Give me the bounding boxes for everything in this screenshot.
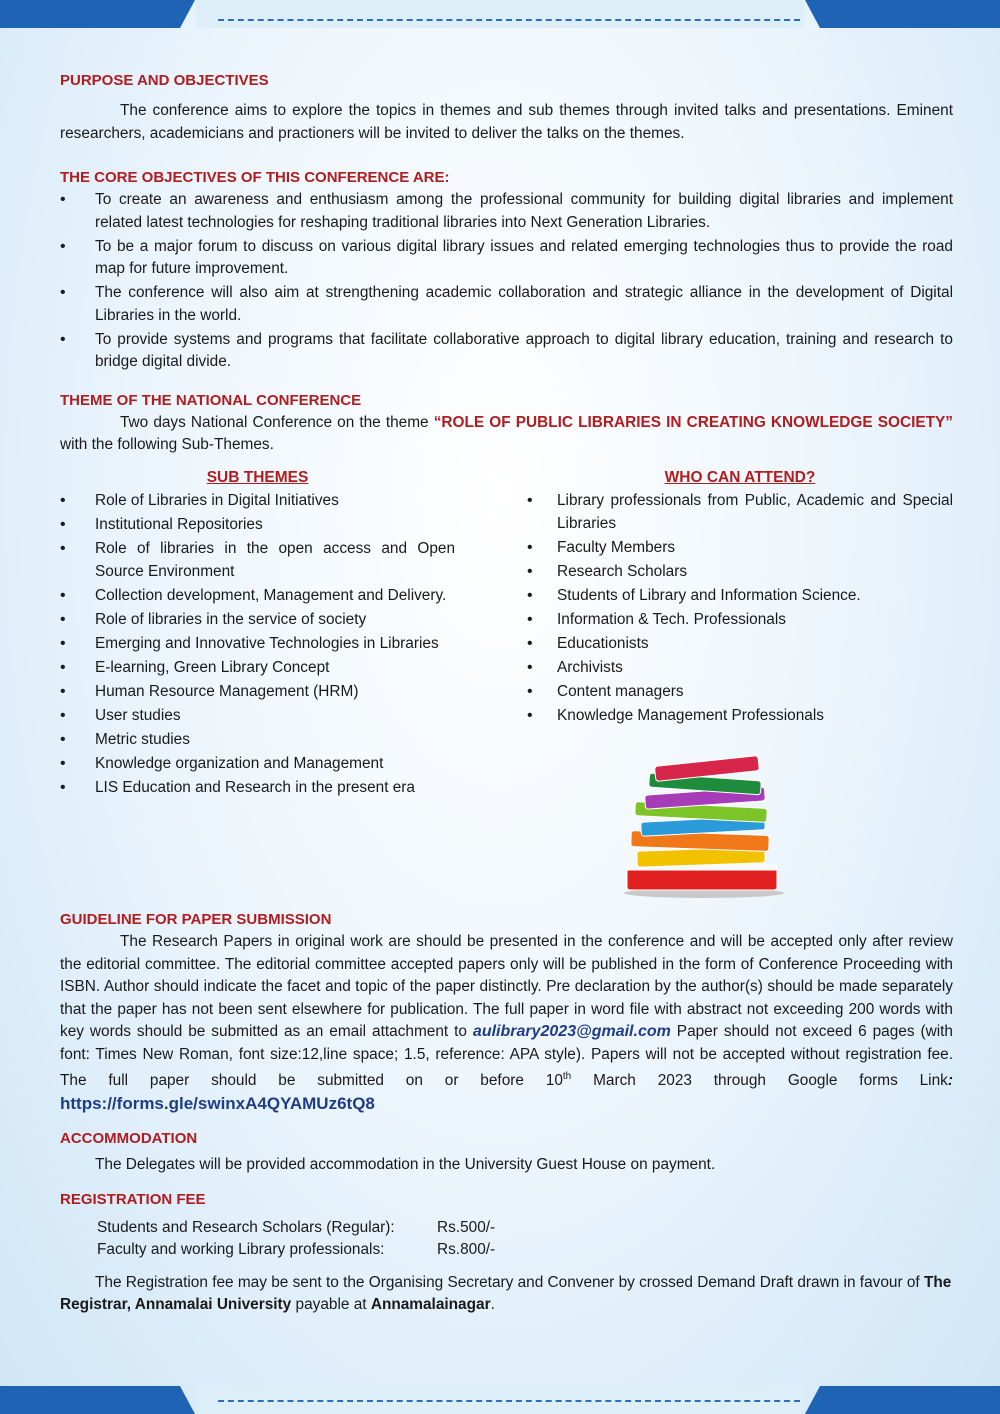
stack-of-books-icon	[619, 753, 789, 898]
registration-fee-heading: REGISTRATION FEE	[60, 1190, 206, 1208]
accommodation-text: The Delegates will be provided accommodation in the University Guest House on payment.	[95, 1156, 716, 1174]
guideline-text-part3: March 2023 through Google forms Link	[571, 1072, 948, 1090]
date-superscript: th	[562, 1071, 572, 1082]
list-item: • Content managers	[527, 681, 953, 704]
list-item: • Information & Tech. Professionals	[527, 609, 953, 632]
core-objectives-heading: THE CORE OBJECTIVES OF THIS CONFERENCE ARE:	[60, 169, 450, 186]
fee-table	[60, 1217, 953, 1262]
list-item: • Knowledge organization and Management	[60, 753, 455, 776]
list-item: • Educationists	[527, 633, 953, 656]
list-item: • Emerging and Innovative Technologies in Libraries	[60, 633, 455, 656]
who-can-attend-column	[455, 467, 953, 906]
payment-note	[60, 1272, 953, 1317]
payment-note-part3: .	[490, 1296, 495, 1314]
list-item: • Archivists	[527, 657, 953, 680]
fee-row	[60, 1217, 953, 1240]
list-item: • Role of libraries in the service of society	[60, 609, 455, 632]
list-item: • Students of Library and Information Science.	[527, 585, 953, 608]
google-forms-link[interactable]: https://forms.gle/swinxA4QYAMUz6tQ8	[60, 1093, 375, 1113]
list-item: • To provide systems and programs that facilitate collaborative approach to digital library education, training and research to bridge digital divide.	[60, 329, 953, 374]
link-colon: :	[947, 1072, 953, 1090]
who-can-attend-heading: WHO CAN ATTEND?	[664, 468, 816, 486]
sub-themes-list	[60, 490, 455, 799]
submission-email-link[interactable]: aulibrary2023@gmail.com	[472, 1023, 671, 1040]
two-column-section	[60, 467, 953, 906]
list-item: • Research Scholars	[527, 561, 953, 584]
list-item: • Faculty Members	[527, 537, 953, 560]
list-item: • The conference will also aim at strengthening academic collaboration and strategic alliance in the development of Digital Libraries in the world.	[60, 282, 953, 327]
list-item: • E-learning, Green Library Concept	[60, 657, 455, 680]
list-item: • Role of libraries in the open access and Open Source Environment	[60, 538, 455, 583]
sub-themes-heading: SUB THEMES	[206, 468, 309, 486]
payee-name: The Registrar, Annamalai University	[60, 1273, 952, 1314]
fee-row	[60, 1239, 953, 1262]
payable-place: Annamalainagar	[370, 1296, 491, 1314]
who-can-attend-list	[527, 490, 953, 727]
flyer-content	[60, 70, 953, 1317]
sub-themes-column	[60, 467, 455, 906]
list-item: • User studies	[60, 705, 455, 728]
guideline-heading: GUIDELINE FOR PAPER SUBMISSION	[60, 911, 332, 928]
accommodation-heading: ACCOMMODATION	[60, 1130, 198, 1148]
list-item: • Library professionals from Public, Academic and Special Libraries	[527, 490, 953, 535]
theme-title: “ROLE OF PUBLIC LIBRARIES IN CREATING KNOWLEDGE SOCIETY”	[433, 413, 954, 431]
list-item: • Human Resource Management (HRM)	[60, 681, 455, 704]
list-item: • Metric studies	[60, 729, 455, 752]
core-objectives-list	[60, 189, 953, 374]
top-dashed-line	[218, 19, 800, 21]
list-item: • To create an awareness and enthusiasm among the professional community for building digital libraries and implement related latest technologies for reshaping traditional libraries into Next Generation Libraries.	[60, 189, 953, 234]
theme-intro: Two days National Conference on the theme	[120, 413, 434, 431]
list-item: • Knowledge Management Professionals	[527, 705, 953, 728]
theme-heading: THEME OF THE NATIONAL CONFERENCE	[60, 391, 362, 409]
list-item: • LIS Education and Research in the present era	[60, 777, 455, 800]
payment-note-part2: payable at	[291, 1296, 371, 1314]
list-item: • Role of Libraries in Digital Initiatives	[60, 490, 455, 513]
fee-category: Students and Research Scholars (Regular):	[97, 1218, 395, 1236]
theme-outro: with the following Sub-Themes.	[60, 436, 274, 453]
top-band-notch	[196, 0, 804, 28]
bottom-dashed-line	[218, 1400, 800, 1402]
purpose-text: The conference aims to explore the topics in themes and sub themes through invited talks and presentations. Eminent researchers, academicians and practioners will be invited to deliver the talks on the themes.	[60, 102, 953, 142]
fee-amount: Rs.800/-	[437, 1241, 496, 1259]
list-item: • To be a major forum to discuss on various digital library issues and related emerging technologies thus to provide the road map for future improvement.	[60, 236, 953, 281]
purpose-heading: PURPOSE AND OBJECTIVES	[60, 72, 269, 89]
list-item: • Collection development, Management and Delivery.	[60, 585, 455, 608]
list-item: • Institutional Repositories	[60, 514, 455, 537]
guideline-text-part2: Paper should not exceed 6 pages (with font: Times New Roman, font size:12,line space; 1.5, reference: APA style). Papers will not be accepted without registration fee. The full paper should be submitted on or before 10	[60, 1023, 953, 1090]
theme-text	[60, 412, 953, 457]
fee-amount: Rs.500/-	[437, 1218, 496, 1236]
fee-category: Faculty and working Library professionals:	[97, 1241, 385, 1259]
guideline-text-part1: The Research Papers in original work are should be presented in the conference and will be accepted only after review the editorial committee. The editorial committee accepted papers only will be published in the form of Conference Proceeding with ISBN. Author should indicate the facet and topic of the paper distinctly. Pre declaration by the author(s) should be made separately that the paper has not been sent elsewhere for publication. The full paper in word file with abstract not exceeding 200 words with key words should be submitted as an email attachment to	[60, 933, 953, 1040]
guideline-text	[60, 931, 953, 1116]
payment-note-part1: The Registration fee may be sent to the Organising Secretary and Convener by crossed Demand Draft drawn in favour of	[95, 1273, 924, 1291]
